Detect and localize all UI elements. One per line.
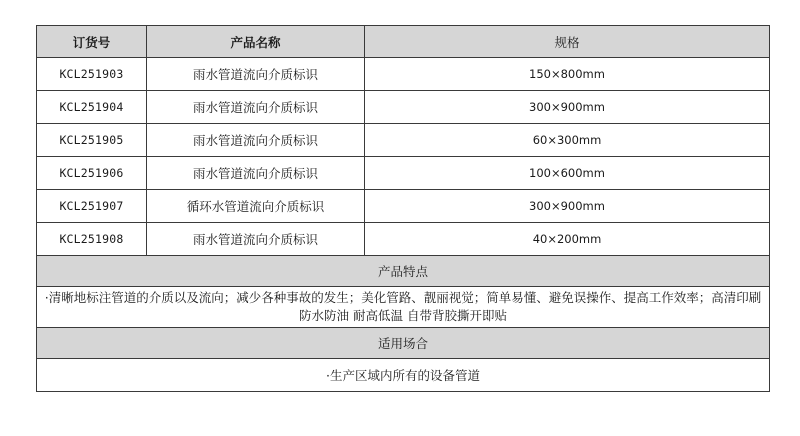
spec-cell: 150×800mm [365, 58, 770, 91]
product-name-cell: 雨水管道流向介质标识 [147, 58, 365, 91]
header-specification: 规格 [365, 26, 770, 58]
order-code-cell: KCL251903 [37, 58, 147, 91]
usage-heading-row [37, 328, 770, 359]
product-spec-sheet [36, 25, 769, 392]
table-row [37, 157, 770, 190]
table-header-row [37, 26, 770, 58]
features-heading: 产品特点 [37, 256, 770, 287]
table-row [37, 58, 770, 91]
product-name-cell: 雨水管道流向介质标识 [147, 124, 365, 157]
table-row [37, 124, 770, 157]
features-row [37, 287, 770, 328]
product-name-cell: 雨水管道流向介质标识 [147, 223, 365, 256]
product-table [36, 25, 770, 392]
table-row [37, 223, 770, 256]
table-row [37, 91, 770, 124]
order-code-cell: KCL251908 [37, 223, 147, 256]
spec-cell: 60×300mm [365, 124, 770, 157]
usage-heading: 适用场合 [37, 328, 770, 359]
order-code-cell: KCL251905 [37, 124, 147, 157]
order-code-cell: KCL251906 [37, 157, 147, 190]
features-text: ·清晰地标注管道的介质以及流向；减少各种事故的发生；美化管路、靓丽视觉；简单易懂、避免误操作、提高工作效率；高清印刷 防水防油 耐高低温 自带背胶撕开即贴 [37, 287, 770, 328]
header-product-name: 产品名称 [147, 26, 365, 58]
spec-cell: 100×600mm [365, 157, 770, 190]
product-name-cell: 循环水管道流向介质标识 [147, 190, 365, 223]
usage-row [37, 359, 770, 392]
table-row [37, 190, 770, 223]
header-order-code: 订货号 [37, 26, 147, 58]
spec-cell: 300×900mm [365, 190, 770, 223]
features-heading-row [37, 256, 770, 287]
product-name-cell: 雨水管道流向介质标识 [147, 157, 365, 190]
spec-cell: 300×900mm [365, 91, 770, 124]
spec-cell: 40×200mm [365, 223, 770, 256]
order-code-cell: KCL251907 [37, 190, 147, 223]
order-code-cell: KCL251904 [37, 91, 147, 124]
product-name-cell: 雨水管道流向介质标识 [147, 91, 365, 124]
usage-text: ·生产区域内所有的设备管道 [37, 359, 770, 392]
